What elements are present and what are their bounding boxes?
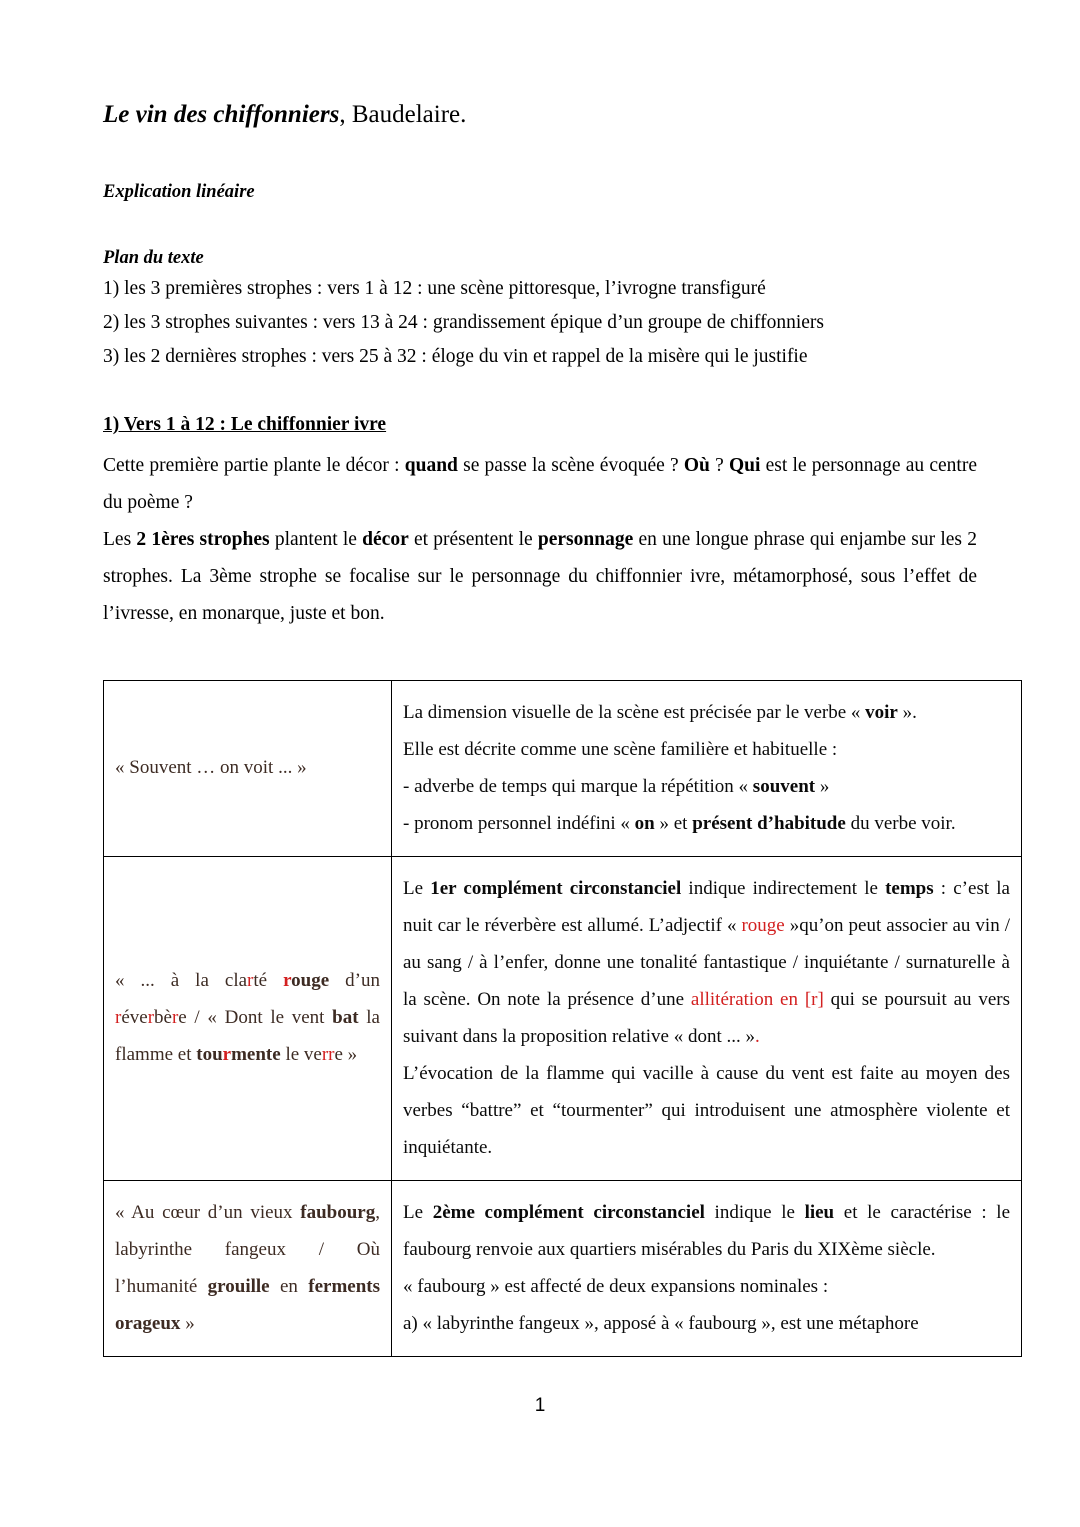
quote-bold: grouille xyxy=(207,1275,270,1297)
quote-cell-1 xyxy=(104,680,392,856)
analysis-line xyxy=(403,1055,1010,1166)
quote-plain: , labyrinthe fangeux / Où l’humanité xyxy=(115,1201,380,1297)
quote-cell-3 xyxy=(104,1180,392,1356)
txt: »qu’on peut associer au vin / au sang / à l’enfer, donne une tonalité fantastique / inquiétante / surnaturelle à la scène. On note la présence d’une xyxy=(403,914,1010,1010)
p2-b2: décor xyxy=(362,528,409,550)
txt: du verbe voir. xyxy=(845,812,956,834)
txt: » xyxy=(815,775,830,797)
quote-text-3 xyxy=(115,1194,380,1342)
p2-b3: personnage xyxy=(537,528,634,550)
plan-line-3: 3) les 2 dernières strophes : vers 25 à 32 : éloge du vin et rappel de la misère qui le justifie xyxy=(103,346,808,368)
quote-cell-2 xyxy=(104,856,392,1180)
quote-bold: bat xyxy=(332,1007,359,1029)
analysis-line xyxy=(403,1305,1010,1342)
txt: « faubourg » est affecté de deux expansions nominales : xyxy=(403,1275,829,1297)
txt: ». xyxy=(897,701,917,723)
intro-paragraph-2 xyxy=(103,521,977,632)
txt: a) « labyrinthe fangeux », apposé à « faubourg », est une métaphore xyxy=(403,1312,919,1334)
quote-plain: « ... à la cla xyxy=(115,970,248,992)
quote-plain: éve xyxy=(121,1007,148,1029)
txt: Le xyxy=(403,877,431,899)
p2-s3: et présentent le xyxy=(408,528,538,550)
analysis-line xyxy=(403,870,1010,1055)
p1-s3: ? xyxy=(709,454,729,476)
section-heading: 1) Vers 1 à 12 : Le chiffonnier ivre xyxy=(103,414,387,436)
quote-bold: ouge xyxy=(291,970,330,992)
txt: - pronom personnel indéfini « xyxy=(403,812,635,834)
quote-plain: en xyxy=(269,1275,309,1297)
highlight-alliteration: allitération en [r] xyxy=(690,988,824,1010)
p1-b1: quand xyxy=(404,454,458,476)
txt-bold: souvent xyxy=(752,775,816,797)
quote-plain: » xyxy=(180,1312,195,1334)
highlight-dot: . xyxy=(754,1025,760,1047)
quote-plain: té xyxy=(253,970,284,992)
quote-bold: mente xyxy=(231,1044,281,1066)
txt-bold: lieu xyxy=(804,1201,835,1223)
quote-plain: d’un xyxy=(329,970,380,992)
analysis-line xyxy=(403,805,1010,842)
quote-bold-red: r xyxy=(222,1044,232,1066)
txt: qui se poursuit au vers suivant dans la proposition relative « dont ... » xyxy=(403,988,1010,1047)
txt: Le xyxy=(403,1201,433,1223)
intro-paragraph-1 xyxy=(103,438,977,521)
quote-red: rr xyxy=(321,1044,335,1066)
analysis-line xyxy=(403,768,1010,805)
txt: La dimension visuelle de la scène est précisée par le verbe « xyxy=(403,701,866,723)
quote-plain: bè xyxy=(154,1007,172,1029)
quote-bold: faubourg xyxy=(300,1201,376,1223)
table-row xyxy=(104,1180,1022,1356)
txt: » et xyxy=(654,812,693,834)
analysis-line xyxy=(403,731,1010,768)
quote-red: r xyxy=(247,970,254,992)
p2-s4: en une longue phrase qui enjambe sur les 2 strophes. La 3ème strophe se focalise sur le personnage du chiffonnier ivre, métamorphosé, sous l’effet de l’ivresse, en monarque, juste et bon. xyxy=(103,528,977,624)
analysis-table-body xyxy=(104,680,1022,1356)
quote-bold: ferments orageux xyxy=(115,1275,381,1334)
subtitle: Explication linéaire xyxy=(103,182,255,203)
page-number: 1 xyxy=(534,1395,546,1416)
quote-red: r xyxy=(147,1007,155,1029)
p2-s1: Les xyxy=(103,528,137,550)
quote-bold-red: r xyxy=(283,970,292,992)
page-title xyxy=(103,0,977,130)
analysis-line xyxy=(403,694,1010,731)
table-row xyxy=(104,680,1022,856)
txt-bold: on xyxy=(634,812,655,834)
quote-text-1: « Souvent … on voit ... » xyxy=(115,757,307,779)
poem-title: Le vin des chiffonniers xyxy=(103,101,340,128)
txt: et le caractérise : le faubourg renvoie aux quartiers misérables du Paris du XIXème siècle. xyxy=(403,1201,1010,1260)
plan-line-2: 2) les 3 strophes suivantes : vers 13 à 24 : grandissement épique d’un groupe de chiffonniers xyxy=(103,312,824,334)
quote-text-2 xyxy=(115,962,380,1073)
p1-s1: Cette première partie plante le décor : xyxy=(103,454,405,476)
poem-author: , Baudelaire. xyxy=(339,101,467,128)
analysis-line xyxy=(403,1194,1010,1268)
quote-plain: le ve xyxy=(280,1044,322,1066)
txt: Elle est décrite comme une scène familière et habituelle : xyxy=(403,738,838,760)
p2-s2: plantent le xyxy=(269,528,363,550)
table-row xyxy=(104,856,1022,1180)
quote-plain: e » xyxy=(334,1044,358,1066)
p1-s4: est le personnage au centre du poème ? xyxy=(103,454,977,513)
analysis-cell-2 xyxy=(392,856,1022,1180)
txt-bold: voir xyxy=(865,701,898,723)
quote-plain: la flamme et xyxy=(115,1007,380,1066)
txt-bold: présent d’habitude xyxy=(692,812,846,834)
quote-red: r xyxy=(115,1007,122,1029)
p1-b3: Qui xyxy=(728,454,761,476)
analysis-cell-1 xyxy=(392,680,1022,856)
analysis-table xyxy=(103,680,1022,1357)
analysis-cell-3 xyxy=(392,1180,1022,1356)
analysis-line xyxy=(403,1268,1010,1305)
plan-heading: Plan du texte xyxy=(103,248,204,269)
highlight-rouge: rouge xyxy=(741,914,785,936)
txt: L’évocation de la flamme qui vacille à cause du vent est faite au moyen des verbes “battre” et “tourmenter” qui introduisent une atmosphère violente et inquiétante. xyxy=(403,1062,1010,1158)
txt: - adverbe de temps qui marque la répétition « xyxy=(403,775,753,797)
txt: : c’est la nuit car le réverbère est allumé. L’adjectif « xyxy=(403,877,1010,936)
p2-b1: 2 1ères strophes xyxy=(136,528,270,550)
quote-bold: tou xyxy=(196,1044,223,1066)
p1-b2: Où xyxy=(683,454,710,476)
txt: indique le xyxy=(704,1201,805,1223)
txt: indique indirectement le xyxy=(681,877,886,899)
quote-red: r xyxy=(171,1007,179,1029)
quote-plain: « Au cœur d’un vieux xyxy=(115,1201,301,1223)
quote-plain: e / « Dont le vent xyxy=(178,1007,333,1029)
txt-bold: temps xyxy=(885,877,934,899)
p1-s2: se passe la scène évoquée ? xyxy=(457,454,684,476)
txt-bold: 2ème complément circonstanciel xyxy=(432,1201,705,1223)
plan-line-1: 1) les 3 premières strophes : vers 1 à 12 : une scène pittoresque, l’ivrogne transfiguré xyxy=(103,278,766,300)
txt-bold: 1er complément circonstanciel xyxy=(430,877,682,899)
